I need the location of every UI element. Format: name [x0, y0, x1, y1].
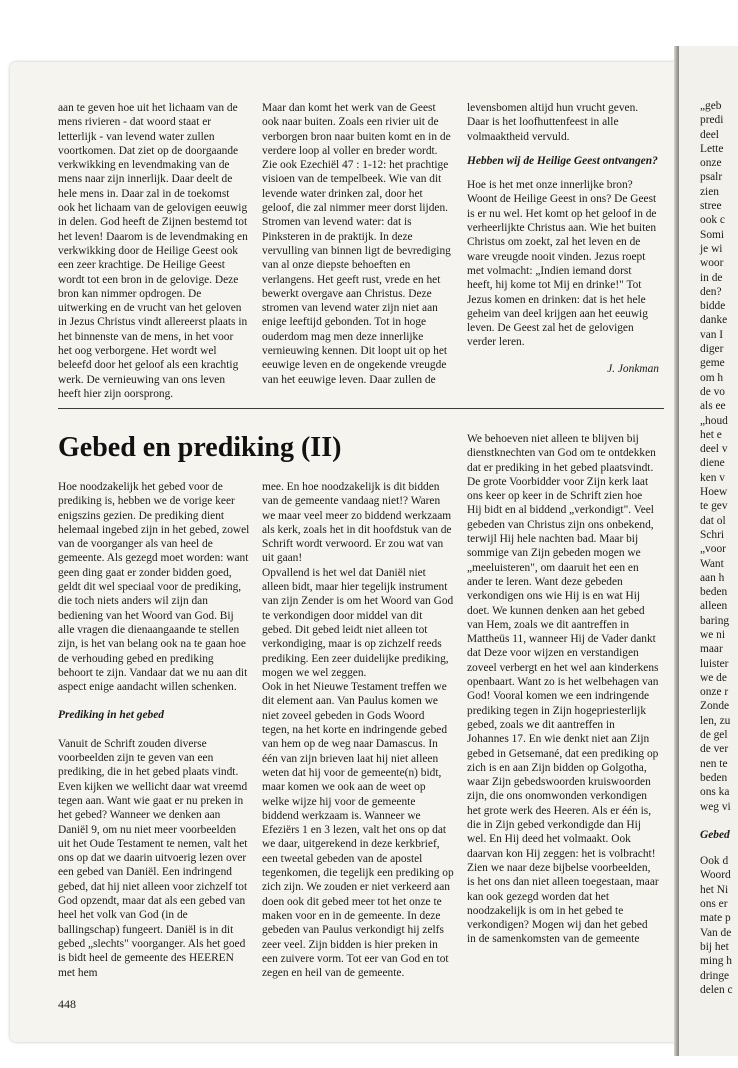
right-page-line: dat ol: [700, 514, 726, 527]
author-signature: J. Jonkman: [607, 362, 659, 375]
paragraph: Vanuit de Schrift zouden diverse voorbeelden zijn te geven van een prediking, die in het gebed plaats vindt. Even kijken we wellicht daar wat vreemd tegen aan. Want wie gaat er nu preken in het gebed? Wanneer we denken aan Daniël 9, om nu niet meer voorbeelden uit het Oude Testament te nemen, valt het ons op dat we daarin uitvoerig lezen over een gebed van Daniël. Een indringend gebed, dat hij niet alleen voor zichzelf tot God opzendt, maar dat als een gebed van heel het volk van God (in de ballingschap) fungeert. Daniël is in dit gebed „slechts" voorganger. Als het goed is bidt heel de gemeente des HEEREN met hem: [58, 737, 248, 979]
paragraph: Maar dan komt het werk van de Geest ook naar buiten. Zoals een rivier uit de verborgen bron naar buiten komt en in de verdere loop al voller en breder wordt. Zie ook Ezechiël 47 : 1-12: het prachtige visioen van de tempelbeek. Wie van dit levende water drinken zal, door het geloof, die zal nimmer meer dorst lijden.: [262, 102, 451, 215]
right-page-line: weg vi: [700, 800, 731, 813]
right-page-line: van I: [700, 328, 724, 341]
right-page-line: het Ni: [700, 883, 729, 896]
right-page-line: Ook d: [700, 855, 729, 868]
right-page-line: baring: [700, 614, 730, 627]
right-page-line: deel: [700, 128, 719, 141]
right-page-line: Van de: [700, 926, 732, 939]
right-page-line: ons er: [700, 898, 728, 911]
right-page-line: stree: [700, 200, 722, 213]
right-page-line: we de: [700, 671, 727, 684]
right-page-line: Woord: [700, 869, 731, 882]
right-page-line: diene: [700, 457, 725, 470]
right-page-line: alleen: [700, 600, 728, 613]
right-page-line: ons ka: [700, 786, 730, 799]
right-page-line: „houd: [700, 414, 728, 427]
section-divider: [58, 408, 664, 409]
right-page-line: de gel: [700, 729, 728, 742]
right-page-line: als ee: [700, 400, 726, 413]
paragraph: De grote Voorbidder voor Zijn kerk laat ons keer op keer in de Schrift zien hoe Hij bidt en al biddend „verkondigt". Veel gebeden van Christus zijn ons onbekend, terwijl Hij hele nachten bad. Maar bij sommige van Zijn gebeden mogen we „meeluisteren", om daaruit het een en ander te leren. Want deze gebeden verkondigen ons wie Hij is en wat Hij doet. We kunnen denken aan het gebed van Hem, zoals we dit aantreffen in Mattheüs 11, wanneer Hij de Vader dankt dat Deze voor wijzen en verstandigen zoveel verbergt en het wel aan kinderkens openbaart. Want zo is het welbehagen van God! Vooral komen we een indringende prediking tegen in Zijn hogepriesterlijk gebed, zoals we dit aantreffen in Johannes 17. En wie denkt niet aan Zijn gebed in Getsemané, dat een prediking op zich is en aan Zijn bidden op Golgotha, waar Zijn gebedswoorden kruiswoorden zijn, die ons onomwonden verkondigen het grote werk des Heeren. Als er één is, die in Zijn gebed verkondigde dan Hij wel. En Hij deed het volmaakt. Ook daarvan kon Hij zeggen: het is volbracht!: [467, 475, 659, 860]
paragraph: levensbomen altijd hun vrucht geven. Daar is het loofhuttenfeest in alle volmaaktheid vervuld.: [467, 102, 639, 143]
right-page-line: aan h: [700, 571, 725, 584]
right-page-line: onze r: [700, 686, 729, 699]
right-page-line: ken v: [700, 471, 725, 484]
right-page-line: beden: [700, 586, 728, 599]
right-page-line: Lette: [700, 142, 724, 155]
paragraph: Ook in het Nieuwe Testament treffen we dit element aan. Van Paulus komen we niet zoveel gebeden in Gods Woord tegen, na het korte en indringende gebed van hem op de weg naar Damascus. In één van zijn brieven laat hij niet alleen weten dat hij voor de gemeente(n) bidt, maar komen we ook aan de weet op welke wijze hij voor de gemeente biddend werkzaam is. Wanneer we Efeziërs 1 en 3 lezen, valt het ons op dat we daar, uitgerekend in deze kerkbrief, een tweetal gebeden van de apostel tegenkomen, die tegelijk een prediking op zich zijn. We zouden er niet verkeerd aan doen ook dit gebed meer tot het onze te maken voor en in de gemeente. In deze gebeden van Paulus verkondigt hij zelfs zeer veel. Zijn bidden is hier preken in een zuivere vorm. Tot eer van God en tot zegen en heil van de gemeente.: [262, 681, 454, 980]
right-page-line: delen c: [700, 983, 733, 996]
right-page-fragments-top: [700, 99, 738, 814]
right-page-line: zien: [700, 185, 719, 198]
right-page-line: om h: [700, 371, 724, 384]
article-title: Gebed en prediking (II): [58, 432, 342, 463]
right-page-line: danke: [700, 314, 728, 327]
paragraph: Zien we naar deze bijbelse voorbeelden, is het ons dan niet alleen toegestaan, maar kan ook gezegd worden dat het noodzakelijk is om in het gebed te verkondigen? Mogen wij dan het gebed in de samenkomsten van de gemeente: [467, 861, 659, 946]
right-page-line: ook c: [700, 214, 725, 227]
right-page-line: len, zu: [700, 714, 731, 727]
right-page-line: Want: [700, 557, 724, 570]
right-page-line: mate p: [700, 912, 731, 925]
right-page-line: te gev: [700, 500, 728, 513]
right-page-line: Somi: [700, 228, 725, 241]
right-page-line: onze: [700, 157, 722, 170]
paragraph: We behoeven niet alleen te blijven bij dienstknechten van God om te ontdekken dat er prediking in het gebed plaatsvindt.: [467, 433, 656, 474]
right-page-line: nen te: [700, 757, 728, 770]
right-page-line: maar: [700, 643, 723, 656]
paragraph: Stromen van levend water: dat is Pinksteren in de praktijk. In deze vervulling van binnen ligt de bevrediging van al onze diepste behoeften en verlangens. Het geeft rust, vrede en het bewerkt overgave aan Christus. Deze stromen van levend water zijn niet aan enige leeftijd gebonden. Tot in hoge ouderdom mag men deze innerlijke vernieuwing kennen. Dit loopt uit op het eeuwige leven en de ongekende vreugde van het eeuwige leven. Daar zullen de: [262, 216, 451, 386]
right-page-line: in de: [700, 271, 723, 284]
right-page-line: het e: [700, 428, 722, 441]
paragraph: Hoe noodzakelijk het gebed voor de prediking is, hebben we de vorige keer enigszins gezien. De prediking dient helemaal ingebed zijn in het gebed, zowel van de voorganger als van heel de gemeente. Als gezegd moet worden: want geen ding gaat er zonder bidden goed, geldt dit wel speciaal voor de prediking, die toch niets anders wil zijn dan bediening van het Woord van God. Bij alle vragen die dienaangaande te stellen zijn, is het van belang ook na te gaan hoe de verhouding gebed en prediking behoort te zijn. Vandaar dat we nu aan dit aspect enige aandacht willen schenken.: [58, 481, 250, 694]
article2-column-3: [467, 432, 659, 947]
right-page-line: Schri: [700, 528, 725, 541]
article1-column-2: [262, 101, 454, 387]
right-page-line: bij het: [700, 940, 729, 953]
right-page-line: geme: [700, 357, 725, 370]
article1-column-3: [467, 101, 659, 376]
article2-column-1: [58, 480, 250, 980]
right-page-line: we ni: [700, 628, 725, 641]
right-page-line: deel v: [700, 443, 728, 456]
paragraph: mee. En hoe noodzakelijk is dit bidden van de gemeente vandaag niet!? Waren we maar veel meer zo biddend werkzaam als kerk, zoals het in dit hoofdstuk van de Schrift wordt verwoord. Er zou wat van uit gaan!: [262, 481, 452, 565]
right-page-line: den?: [700, 285, 722, 298]
article2-column-2: [262, 480, 454, 980]
section-subheading: Hebben wij de Heilige Geest ontvangen?: [467, 154, 658, 167]
right-page-line: psalr: [700, 171, 723, 184]
right-page-line: woor: [700, 257, 724, 270]
right-page-line: de vo: [700, 385, 725, 398]
right-page-line: Zonde: [700, 700, 730, 713]
right-page-line: de ver: [700, 743, 729, 756]
right-page-line: predi: [700, 114, 724, 127]
right-page-fragments-bottom: [700, 854, 738, 997]
right-page-line: luister: [700, 657, 729, 670]
right-page-line: dringe: [700, 969, 730, 982]
right-page-line: je wi: [700, 242, 723, 255]
right-page-line: „geb: [700, 100, 722, 112]
paragraph: aan te geven hoe uit het lichaam van de mens rivieren - dat woord staat er letterlijk - van levend water zullen voortkomen. Dat ziet op de doorgaande verkwikking en levendmaking van de mens naar zijn innerlijk. Daar deelt de hele mens in. Daar zal in de toekomst ook het lichaam van de gelovigen eeuwig in delen. God heeft de Zijnen bestemd tot het leven! Daarom is de levendmaking en verkwikking door de Heilige Geest ook een zeer krachtige. De Heilige Geest wordt tot een bron in de gelovige. Deze bron kan nimmer opdrogen. De uitwerking en de vrucht van het geloven in Jezus Christus vindt allereerst plaats in het binnenste van de mens, in het voor het oog verborgene. Het wordt wel beleefd door het geloof als een krachtig werk. De vernieuwing van ons leven heeft hier zijn oorsprong.: [58, 102, 248, 400]
right-page-line: beden: [700, 771, 728, 784]
right-page-line: ming h: [700, 955, 732, 968]
article1-column-1: [58, 101, 248, 401]
right-page-line: Hoew: [700, 486, 728, 499]
page-number: 448: [58, 997, 76, 1011]
paragraph: Hoe is het met onze innerlijke bron? Woont de Heilige Geest in ons? De Geest is er nu wel. Het komt op het geloof in de verheerlijkte Christus aan. Wie het buiten Christus om zoekt, zal het leven en de ware vreugde nooit vinden. Jezus roept met volmacht: „Indien iemand dorst heeft, hij kome tot Mij en drinke!" Tot Jezus komen en drinken: dat is het hele geheim van deel krijgen aan het eeuwig leven. De Geest zal het de gelovigen verder leren.: [467, 179, 657, 349]
right-page-column: [700, 99, 738, 997]
right-page-line: bidde: [700, 300, 726, 313]
right-page-line: diger: [700, 343, 724, 356]
right-page-line: „voor: [700, 543, 726, 556]
paragraph: Opvallend is het wel dat Daniël niet alleen bidt, maar hier tegelijk instrument van zijn Zender is om het Woord van God te verkondigen door middel van dit gebed. Dit gebed leidt niet alleen tot verkondiging, maar is op zichzelf reeds prediking. Een zeer duidelijke prediking, mogen we wel zeggen.: [262, 566, 454, 679]
section-subheading: Prediking in het gebed: [58, 709, 164, 722]
right-page-subheading: Gebed: [700, 828, 730, 841]
